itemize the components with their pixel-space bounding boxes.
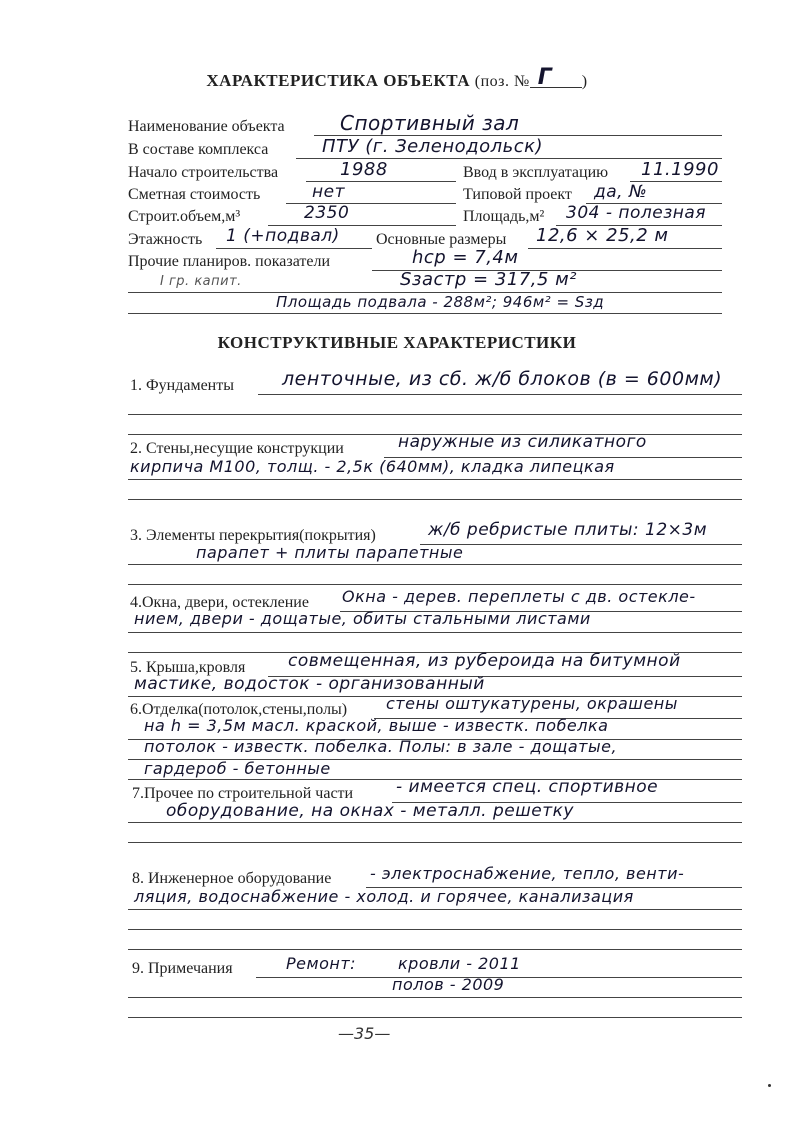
finish-value-4: гардероб - бетонные	[144, 759, 331, 778]
commission-label: Ввод в эксплуатацию	[463, 164, 609, 181]
complex-label: В составе комплекса	[128, 141, 269, 158]
dims-label: Основные размеры	[376, 231, 507, 248]
slabs-value-2: парапет + плиты парапетные	[196, 543, 464, 562]
notes-value-1b: кровли - 2011	[398, 954, 521, 973]
notes-value-2: полов - 2009	[392, 975, 505, 994]
scan-speck	[768, 1084, 771, 1087]
cost-label: Сметная стоимость	[128, 186, 261, 203]
roof-value-1: совмещенная, из рубероида на битумной	[288, 651, 681, 671]
project-value: да, №	[594, 182, 648, 202]
misc-label: 7.Прочее по строительной части	[132, 785, 354, 802]
volume-value: 2350	[304, 203, 350, 223]
engineering-line-4	[128, 949, 742, 950]
slabs-line-3	[128, 584, 742, 585]
area-label: Площадь,м²	[463, 208, 545, 225]
object-name-value: Спортивный зал	[340, 111, 520, 135]
engineering-value-1: - электроснабжение, тепло, венти-	[370, 864, 685, 883]
foundation-line-1	[258, 394, 742, 395]
pos-close: )	[581, 73, 588, 90]
finish-value-1: стены оштукатурены, окрашены	[386, 694, 678, 713]
floors-line	[216, 248, 372, 249]
roof-label: 5. Крыша,кровля	[130, 659, 246, 676]
walls-value-1: наружные из силикатного	[398, 432, 647, 452]
slabs-value-1: ж/б ребристые плиты: 12×3м	[428, 520, 708, 540]
walls-label: 2. Стены,несущие конструкции	[130, 440, 344, 457]
pos-field	[530, 65, 582, 90]
slabs-label: 3. Элементы перекрытия(покрытия)	[130, 527, 376, 544]
volume-label: Строит.объем,м³	[128, 208, 241, 225]
finish-label: 6.Отделка(потолок,стены,полы)	[130, 701, 348, 718]
roof-value-2: мастике, водосток - организованный	[134, 674, 485, 694]
finish-value-2: на h = 3,5м масл. краской, выше - известк. побелка	[144, 716, 609, 735]
start-value: 1988	[340, 159, 388, 180]
document-title	[0, 65, 794, 91]
dims-value: 12,6 × 25,2 м	[536, 225, 669, 246]
finish-value-3: потолок - известк. побелка. Полы: в зале - дощатые,	[144, 737, 618, 756]
dims-line	[528, 248, 722, 249]
page-number: —35—	[338, 1024, 391, 1043]
floors-value: 1 (+подвал)	[226, 226, 340, 246]
title-text: ХАРАКТЕРИСТИКА ОБЪЕКТА	[206, 71, 471, 90]
other-value: hср = 7,4м	[412, 247, 519, 268]
foundation-line-2	[128, 414, 742, 415]
engineering-line-3	[128, 929, 742, 930]
slabs-line-1	[420, 544, 742, 545]
extra-value-2: Площадь подвала - 288м²; 946м² = Sзд	[276, 293, 605, 311]
misc-value-2: оборудование, на окнах - металл. решетку	[166, 801, 574, 821]
windows-line-2	[128, 632, 742, 633]
foundation-value-1: ленточные, из сб. ж/б блоков (в = 600мм)	[282, 368, 723, 390]
walls-line-2	[128, 479, 742, 480]
pos-label: (поз. №	[474, 73, 530, 90]
windows-label: 4.Окна, двери, остекление	[130, 594, 309, 611]
pos-value: Г	[537, 65, 553, 90]
notes-line-3	[128, 1017, 742, 1018]
notes-label: 9. Примечания	[132, 960, 233, 977]
foundation-label: 1. Фундаменты	[130, 377, 234, 394]
walls-value-2: кирпича М100, толщ. - 2,5к (640мм), кладка липецкая	[130, 457, 615, 476]
engineering-line-2	[128, 909, 742, 910]
commission-value: 11.1990	[641, 159, 719, 180]
walls-line-3	[128, 499, 742, 500]
windows-value-2: нием, двери - дощатые, обиты стальными листами	[134, 609, 591, 628]
engineering-label: 8. Инженерное оборудование	[132, 870, 332, 887]
cost-value: нет	[312, 182, 345, 202]
extra-line-2	[128, 313, 722, 314]
engineering-value-2: ляция, водоснабжение - холод. и горячее, канализация	[134, 887, 634, 906]
extra-value-1a: I гр. капит.	[160, 274, 242, 289]
area-value: 304 - полезная	[566, 203, 707, 223]
object-name-label: Наименование объекта	[128, 118, 285, 135]
start-label: Начало строительства	[128, 164, 279, 181]
windows-value-1: Окна - дерев. переплеты с дв. остекле-	[342, 587, 696, 606]
slabs-line-2	[128, 564, 742, 565]
extra-value-1b: Sзастр = 317,5 м²	[400, 269, 577, 290]
notes-line-2	[128, 997, 742, 998]
misc-line-2	[128, 822, 742, 823]
misc-value-1: - имеется спец. спортивное	[396, 777, 659, 797]
project-label: Типовой проект	[463, 186, 572, 203]
section-title: КОНСТРУКТИВНЫЕ ХАРАКТЕРИСТИКИ	[217, 333, 577, 352]
complex-value: ПТУ (г. Зеленодольск)	[322, 136, 543, 157]
notes-value-1a: Ремонт:	[286, 954, 357, 973]
misc-line-3	[128, 842, 742, 843]
other-label: Прочие планиров. показатели	[128, 253, 331, 270]
floors-label: Этажность	[128, 231, 203, 248]
